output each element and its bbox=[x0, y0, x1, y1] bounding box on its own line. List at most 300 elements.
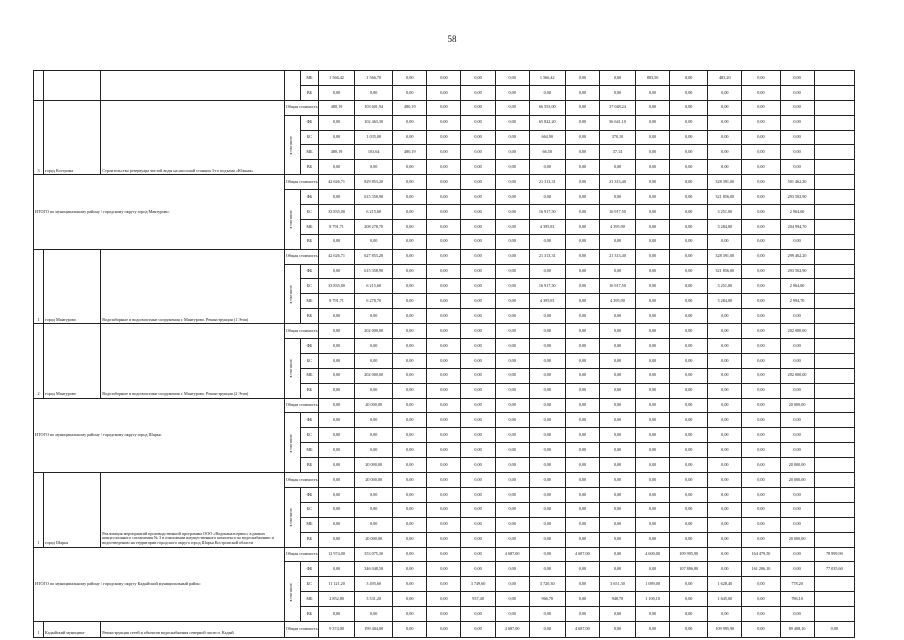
table-cell: 0,00 bbox=[780, 353, 814, 368]
table-cell: 0,00 bbox=[599, 383, 635, 398]
table-cell: 0,00 bbox=[742, 517, 780, 532]
including-label bbox=[284, 190, 300, 250]
table-cell: 0,00 bbox=[670, 130, 708, 145]
table-cell: 0,00 bbox=[427, 562, 461, 577]
table-cell: 0,00 bbox=[427, 339, 461, 354]
table-cell: 0,00 bbox=[461, 324, 495, 339]
table-cell: 0,00 bbox=[599, 562, 635, 577]
table-cell: 480,19 bbox=[393, 145, 427, 160]
total-row bbox=[34, 175, 855, 190]
table-cell: 42 626,71 bbox=[319, 175, 355, 190]
table-cell: 202 000,00 bbox=[355, 368, 393, 383]
table-cell bbox=[814, 458, 854, 473]
table-cell: 615 358,90 bbox=[355, 190, 393, 205]
table-cell: 0,00 bbox=[319, 160, 355, 175]
table-cell: 370,10 bbox=[599, 130, 635, 145]
table-cell: 0,00 bbox=[636, 368, 670, 383]
table-cell: 0,00 bbox=[708, 100, 742, 115]
table-cell: 0,00 bbox=[670, 71, 708, 86]
table-cell: 0,00 bbox=[427, 309, 461, 324]
table-cell: 321 856,00 bbox=[708, 190, 742, 205]
table-cell: 0,00 bbox=[780, 487, 814, 502]
table-cell: 1 566,42 bbox=[319, 71, 355, 86]
total-cost-label: Общая стоимость bbox=[284, 249, 318, 264]
table-cell: 0,00 bbox=[355, 309, 393, 324]
table-cell: 0,00 bbox=[565, 71, 599, 86]
table-cell: 0,00 bbox=[427, 175, 461, 190]
table-cell: 0,00 bbox=[670, 309, 708, 324]
table-cell: 321 856,00 bbox=[708, 264, 742, 279]
table-cell: 0,00 bbox=[708, 443, 742, 458]
table-cell: 0,00 bbox=[529, 85, 565, 100]
table-cell: 0,00 bbox=[461, 205, 495, 220]
financing-table bbox=[33, 70, 855, 638]
table-cell: 0,00 bbox=[636, 383, 670, 398]
table-cell: 0,00 bbox=[427, 383, 461, 398]
table-cell: 0,00 bbox=[461, 607, 495, 622]
table-cell: 0,00 bbox=[427, 413, 461, 428]
table-cell: 0,00 bbox=[708, 324, 742, 339]
table-cell: 199 404,00 bbox=[355, 621, 393, 637]
table-cell: 0,00 bbox=[495, 592, 529, 607]
table-cell: 0,00 bbox=[670, 234, 708, 249]
table-cell: 0,00 bbox=[461, 130, 495, 145]
table-cell: 0,00 bbox=[461, 353, 495, 368]
table-cell: 0,00 bbox=[393, 175, 427, 190]
table-cell: 20 000,00 bbox=[355, 473, 393, 488]
table-cell: 0,00 bbox=[599, 473, 635, 488]
table-cell: 0,00 bbox=[319, 487, 355, 502]
funding-source: ВБ bbox=[300, 85, 318, 100]
table-cell: 0,00 bbox=[427, 487, 461, 502]
table-cell: 0,00 bbox=[780, 160, 814, 175]
funding-source: БС bbox=[300, 279, 318, 294]
table-cell: 3 651,30 bbox=[599, 577, 635, 592]
table-cell: 0,00 bbox=[495, 309, 529, 324]
table-cell: 9 374,00 bbox=[319, 621, 355, 637]
table-cell: 0,00 bbox=[319, 443, 355, 458]
including-label bbox=[284, 264, 300, 324]
table-cell: 0,00 bbox=[529, 398, 565, 413]
table-cell: 0,00 bbox=[670, 473, 708, 488]
table-cell: 0,00 bbox=[461, 71, 495, 86]
table-cell: 0,00 bbox=[670, 621, 708, 637]
municipality bbox=[44, 71, 101, 101]
table-cell: 107 806,80 bbox=[670, 562, 708, 577]
table-cell: 0,00 bbox=[565, 190, 599, 205]
table-cell: 0,00 bbox=[636, 85, 670, 100]
table-cell: 0,00 bbox=[393, 473, 427, 488]
table-row bbox=[34, 621, 855, 637]
funding-source: БС bbox=[300, 130, 318, 145]
table-cell: 4 395,81 bbox=[529, 294, 565, 309]
table-cell: 0,00 bbox=[461, 547, 495, 562]
table-cell: 0,00 bbox=[780, 71, 814, 86]
table-cell: 0,00 bbox=[565, 145, 599, 160]
table-cell: 0,00 bbox=[495, 368, 529, 383]
table-cell: 0,00 bbox=[495, 294, 529, 309]
table-cell: 0,00 bbox=[742, 294, 780, 309]
table-cell bbox=[814, 607, 854, 622]
table-cell: 0,00 bbox=[393, 398, 427, 413]
table-cell: 0,00 bbox=[742, 219, 780, 234]
table-cell: 0,00 bbox=[427, 115, 461, 130]
table-cell: 0,00 bbox=[565, 607, 599, 622]
table-cell: 0,00 bbox=[461, 115, 495, 130]
total-cost-label: Общая стоимость bbox=[284, 175, 318, 190]
table-cell: 0,00 bbox=[742, 175, 780, 190]
table-cell: 0,00 bbox=[355, 353, 393, 368]
table-cell: 0,00 bbox=[636, 309, 670, 324]
table-cell: 0,00 bbox=[319, 339, 355, 354]
table-cell: 0,00 bbox=[742, 279, 780, 294]
table-cell: 0,00 bbox=[670, 443, 708, 458]
including-text: в том числе: bbox=[289, 210, 294, 229]
project-description: Водозаборные и водоочистные сооружения г. Мантурово. Реконструкция (2 Этап) bbox=[101, 324, 285, 398]
table-cell: 0,00 bbox=[780, 115, 814, 130]
table-cell: 4 395,90 bbox=[599, 219, 635, 234]
table-cell: 3 251,00 bbox=[708, 205, 742, 220]
table-cell: 0,00 bbox=[319, 85, 355, 100]
table-cell: 0,00 bbox=[599, 458, 635, 473]
table-cell: 0,00 bbox=[355, 428, 393, 443]
including-label bbox=[284, 562, 300, 622]
table-cell: 0,00 bbox=[670, 368, 708, 383]
table-cell: 0,00 bbox=[565, 130, 599, 145]
table-cell: 0,00 bbox=[529, 607, 565, 622]
table-cell: 0,00 bbox=[708, 85, 742, 100]
table-cell: 0,00 bbox=[319, 562, 355, 577]
table-cell: 33 835,00 bbox=[319, 205, 355, 220]
table-cell: 0,00 bbox=[427, 294, 461, 309]
table-row bbox=[34, 71, 855, 86]
table-cell: 0,00 bbox=[495, 145, 529, 160]
row-number: 1 bbox=[34, 473, 44, 547]
table-cell: 0,00 bbox=[495, 383, 529, 398]
table-cell: 0,00 bbox=[599, 413, 635, 428]
table-cell: 0,00 bbox=[708, 339, 742, 354]
row-number: 1 bbox=[34, 249, 44, 323]
table-cell: 0,00 bbox=[461, 234, 495, 249]
including-text: в том числе: bbox=[289, 582, 294, 602]
funding-source: ФБ bbox=[300, 562, 318, 577]
including-text: в том числе: bbox=[289, 507, 294, 527]
table-cell: 0,00 bbox=[319, 502, 355, 517]
table-cell: 0,00 bbox=[742, 115, 780, 130]
table-cell: 0,00 bbox=[427, 577, 461, 592]
table-cell: 1 628,40 bbox=[708, 577, 742, 592]
table-cell: 0,00 bbox=[599, 621, 635, 637]
table-cell: 0,00 bbox=[636, 621, 670, 637]
table-cell: 0,00 bbox=[319, 353, 355, 368]
table-cell: 0,00 bbox=[355, 383, 393, 398]
table-cell: 0,00 bbox=[495, 234, 529, 249]
table-cell: 0,00 bbox=[565, 100, 599, 115]
table-cell: 0,00 bbox=[355, 160, 393, 175]
table-cell: 0,00 bbox=[670, 577, 708, 592]
table-cell: 0,00 bbox=[742, 309, 780, 324]
funding-source: ВБ bbox=[300, 234, 318, 249]
table-cell: 0,00 bbox=[529, 309, 565, 324]
table-cell: 0,00 bbox=[393, 130, 427, 145]
table-cell bbox=[814, 219, 854, 234]
table-cell: 0,00 bbox=[636, 130, 670, 145]
table-cell: 0,00 bbox=[495, 115, 529, 130]
page-number: 58 bbox=[447, 34, 457, 44]
table-cell bbox=[814, 85, 854, 100]
table-cell: 0,00 bbox=[529, 458, 565, 473]
itogo-label: ИТОГО по муниципальному району / городскому округу город Шарья: bbox=[34, 398, 285, 472]
table-cell: 0,00 bbox=[319, 398, 355, 413]
municipality: город Кострома bbox=[44, 100, 101, 174]
table-cell: 16 917,50 bbox=[599, 205, 635, 220]
table-cell: 0,00 bbox=[599, 532, 635, 547]
table-cell: 328 391,00 bbox=[708, 175, 742, 190]
table-cell: 0,00 bbox=[708, 532, 742, 547]
table-cell: 0,00 bbox=[319, 324, 355, 339]
funding-source: МБ bbox=[300, 145, 318, 160]
table-cell: 0,00 bbox=[780, 502, 814, 517]
table-cell: 1 089,00 bbox=[636, 577, 670, 592]
table-cell: 208 278,70 bbox=[355, 219, 393, 234]
table-cell: 0,00 bbox=[427, 219, 461, 234]
including-label bbox=[284, 339, 300, 399]
table-cell: 0,00 bbox=[393, 443, 427, 458]
table-cell: 0,00 bbox=[636, 562, 670, 577]
table-cell: 0,00 bbox=[461, 502, 495, 517]
table-cell: 0,00 bbox=[636, 205, 670, 220]
table-cell: 0,00 bbox=[780, 562, 814, 577]
table-cell: 0,00 bbox=[742, 100, 780, 115]
including-text: в том числе: bbox=[289, 358, 294, 378]
table-cell: 0,00 bbox=[742, 398, 780, 413]
table-cell: 16 917,50 bbox=[529, 279, 565, 294]
table-cell: 0,00 bbox=[529, 502, 565, 517]
table-cell: 0,00 bbox=[780, 383, 814, 398]
table-cell: 0,00 bbox=[565, 175, 599, 190]
table-cell: 0,00 bbox=[495, 205, 529, 220]
table-cell: 0,00 bbox=[461, 339, 495, 354]
table-cell: 0,00 bbox=[599, 324, 635, 339]
table-cell: 0,00 bbox=[565, 294, 599, 309]
table-cell: 0,00 bbox=[355, 607, 393, 622]
table-cell: 0,00 bbox=[393, 160, 427, 175]
table-cell: 6 278,70 bbox=[355, 294, 393, 309]
table-cell: 0,00 bbox=[780, 130, 814, 145]
municipality: город Мантурово bbox=[44, 249, 101, 323]
table-cell: 0,00 bbox=[529, 190, 565, 205]
table-cell: 0,00 bbox=[708, 145, 742, 160]
table-cell bbox=[814, 428, 854, 443]
table-cell: 0,00 bbox=[427, 592, 461, 607]
table-cell: 0,00 bbox=[565, 249, 599, 264]
table-cell: 0,00 bbox=[427, 324, 461, 339]
table-cell: 0,00 bbox=[427, 517, 461, 532]
table-cell: 0,00 bbox=[565, 592, 599, 607]
table-cell bbox=[814, 175, 854, 190]
table-cell: 37 048,24 bbox=[599, 100, 635, 115]
including-label bbox=[284, 487, 300, 547]
table-cell: 2 852,80 bbox=[319, 592, 355, 607]
table-cell: 0,00 bbox=[427, 100, 461, 115]
municipality: город Мантурово bbox=[44, 324, 101, 398]
table-cell: 883,50 bbox=[636, 71, 670, 86]
table-cell: 0,00 bbox=[599, 607, 635, 622]
table-cell: 0,00 bbox=[319, 607, 355, 622]
project-row bbox=[34, 100, 855, 115]
table-cell: 0,00 bbox=[742, 592, 780, 607]
table-cell: 0,00 bbox=[461, 398, 495, 413]
table-cell: 0,00 bbox=[393, 264, 427, 279]
table-cell: 0,00 bbox=[708, 428, 742, 443]
table-cell: 0,00 bbox=[636, 339, 670, 354]
table-cell: 0,00 bbox=[636, 160, 670, 175]
table-cell: 0,00 bbox=[742, 473, 780, 488]
table-cell: 0,00 bbox=[670, 85, 708, 100]
table-cell: 0,00 bbox=[636, 249, 670, 264]
total-cost-label: Общая стоимость bbox=[284, 621, 318, 637]
table-cell: 0,00 bbox=[461, 279, 495, 294]
table-cell: 0,00 bbox=[355, 487, 393, 502]
table-cell: 0,00 bbox=[670, 249, 708, 264]
table-cell bbox=[814, 145, 854, 160]
table-cell: 0,00 bbox=[599, 517, 635, 532]
table-cell: 4 687,00 bbox=[495, 621, 529, 637]
table-cell: 0,00 bbox=[670, 264, 708, 279]
table-cell: 0,00 bbox=[565, 517, 599, 532]
table-cell: 0,00 bbox=[670, 428, 708, 443]
table-cell: 0,00 bbox=[427, 502, 461, 517]
table-cell: 0,00 bbox=[742, 85, 780, 100]
total-cost-label: Общая стоимость bbox=[284, 473, 318, 488]
table-cell: 1 100,10 bbox=[636, 592, 670, 607]
table-cell: 0,00 bbox=[742, 607, 780, 622]
funding-source: БС bbox=[300, 502, 318, 517]
table-cell: 0,00 bbox=[708, 517, 742, 532]
table-cell: 0,00 bbox=[393, 309, 427, 324]
table-cell: 0,00 bbox=[393, 339, 427, 354]
table-cell: 1 035,00 bbox=[355, 130, 393, 145]
table-cell: 0,00 bbox=[393, 577, 427, 592]
table-cell: 0,00 bbox=[742, 443, 780, 458]
table-cell: 0,00 bbox=[427, 145, 461, 160]
table-cell: 0,00 bbox=[636, 502, 670, 517]
table-cell bbox=[814, 264, 854, 279]
table-cell: 0,00 bbox=[565, 443, 599, 458]
table-cell: 164 479,50 bbox=[742, 547, 780, 562]
table-cell: 0,00 bbox=[495, 532, 529, 547]
project-description: Водозаборные и водоочистные сооружения г. Мантурово. Реконструкция (1 Этап) bbox=[101, 249, 285, 323]
table-cell: 0,00 bbox=[565, 219, 599, 234]
table-cell: 0,00 bbox=[393, 383, 427, 398]
table-cell: 0,00 bbox=[742, 353, 780, 368]
table-cell: 0,00 bbox=[319, 368, 355, 383]
table-cell: 0,00 bbox=[393, 353, 427, 368]
total-cost-label: Общая стоимость bbox=[284, 398, 318, 413]
table-cell: 1 566,42 bbox=[529, 71, 565, 86]
row-number: 3 bbox=[34, 100, 44, 174]
table-cell: 0,00 bbox=[461, 473, 495, 488]
table-cell: 0,00 bbox=[529, 264, 565, 279]
table-cell: 0,00 bbox=[708, 413, 742, 428]
table-cell bbox=[814, 473, 854, 488]
table-cell: 0,00 bbox=[708, 398, 742, 413]
table-body bbox=[34, 71, 855, 638]
total-cost-label: Общая стоимость bbox=[284, 100, 318, 115]
project-row bbox=[34, 473, 855, 488]
table-cell bbox=[814, 205, 854, 220]
table-cell: 0,00 bbox=[461, 517, 495, 532]
table-cell: 77 035,60 bbox=[814, 562, 854, 577]
table-cell: 0,00 bbox=[461, 294, 495, 309]
total-cost-label: Общая стоимость bbox=[284, 324, 318, 339]
table-cell: 21 313,31 bbox=[529, 175, 565, 190]
table-cell: 0,00 bbox=[636, 443, 670, 458]
table-cell: 0,00 bbox=[670, 413, 708, 428]
table-cell: 0,00 bbox=[529, 473, 565, 488]
table-cell: 0,00 bbox=[565, 502, 599, 517]
table-cell: 0,00 bbox=[636, 428, 670, 443]
table-cell bbox=[814, 160, 854, 175]
table-cell: 0,00 bbox=[708, 130, 742, 145]
table-cell: 501 462,20 bbox=[780, 175, 814, 190]
table-cell: 0,00 bbox=[670, 353, 708, 368]
table-cell: 0,00 bbox=[599, 309, 635, 324]
table-cell: 0,00 bbox=[780, 234, 814, 249]
table-cell: 0,00 bbox=[670, 294, 708, 309]
table-cell: 0,00 bbox=[565, 85, 599, 100]
table-cell: 0,00 bbox=[599, 160, 635, 175]
table-cell: 0,00 bbox=[742, 130, 780, 145]
table-cell: 0,00 bbox=[393, 487, 427, 502]
funding-source: ФБ bbox=[300, 487, 318, 502]
table-cell: 0,00 bbox=[636, 398, 670, 413]
table-cell: 0,00 bbox=[599, 234, 635, 249]
table-cell: 0,00 bbox=[670, 487, 708, 502]
table-cell: 0,00 bbox=[495, 577, 529, 592]
table-cell: 293 502,90 bbox=[780, 190, 814, 205]
table-cell: 0,00 bbox=[670, 205, 708, 220]
table-cell: 0,00 bbox=[393, 294, 427, 309]
table-cell: 20 000,00 bbox=[780, 398, 814, 413]
table-cell: 0,00 bbox=[529, 562, 565, 577]
table-cell: 0,00 bbox=[393, 249, 427, 264]
table-cell: 0,00 bbox=[393, 502, 427, 517]
table-cell: 0,00 bbox=[599, 428, 635, 443]
table-cell: 0,00 bbox=[708, 234, 742, 249]
table-cell: 36 641,10 bbox=[599, 115, 635, 130]
table-cell: 0,00 bbox=[495, 517, 529, 532]
table-cell: 0,00 bbox=[461, 368, 495, 383]
table-cell: 0,00 bbox=[427, 368, 461, 383]
funding-source: МБ bbox=[300, 517, 318, 532]
table-cell: 0,00 bbox=[599, 353, 635, 368]
table-cell: 0,00 bbox=[393, 85, 427, 100]
project-description: Реконструкция сетей и объектов водоснабжения северной части п. Кадый bbox=[101, 621, 285, 637]
table-cell: 0,00 bbox=[461, 532, 495, 547]
table-cell: 42 626,71 bbox=[319, 249, 355, 264]
table-cell bbox=[814, 592, 854, 607]
table-cell: 0,00 bbox=[636, 487, 670, 502]
table-cell: 20 000,00 bbox=[780, 473, 814, 488]
table-cell: 3 720,30 bbox=[529, 577, 565, 592]
table-cell: 0,00 bbox=[742, 383, 780, 398]
table-cell: 0,00 bbox=[636, 294, 670, 309]
table-cell: 0,00 bbox=[565, 368, 599, 383]
table-cell: 109 995,90 bbox=[708, 621, 742, 637]
table-cell: 21 313,31 bbox=[529, 249, 565, 264]
table-cell: 0,00 bbox=[780, 607, 814, 622]
